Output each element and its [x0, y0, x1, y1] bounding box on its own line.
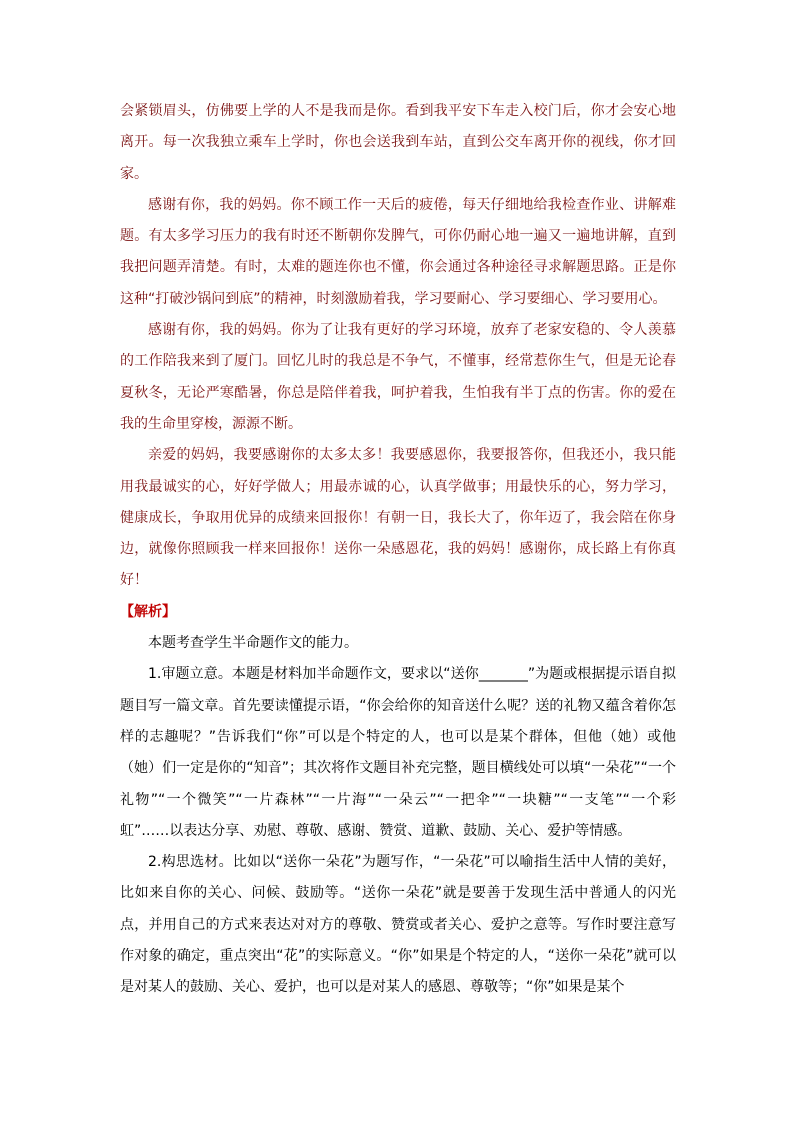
essay-paragraph-4: 亲爱的妈妈，我要感谢你的太多太多！我要感恩你，我要报答你，但我还小，我只能用我最诚实的心，好好学做人；用最赤诚的心，认真学做事；用最快乐的心，努力学习，健康成长，争取用优异的成绩来回报你！有朝一日，我长大了，你年迈了，我会陪在你身边，就像你照顾我一样来回报你！送你一朵感恩花，我的妈妈！感谢你，成长路上有你真好！ — [120, 447, 676, 589]
analysis-paragraph-1: 本题考查学生半命题作文的能力。 — [148, 635, 358, 652]
essay-section — [120, 96, 676, 597]
essay-paragraph-1: 会紧锁眉头，仿佛要上学的人不是我而是你。看到我平安下车走入校门后，你才会安心地离开。每一次我独立乘车上学时，你也会送我到车站，直到公交车离开你的视线，你才回家。 — [120, 103, 676, 182]
analysis-section — [120, 628, 676, 1004]
analysis-label: 【解析】 — [120, 603, 176, 620]
essay-paragraph-2: 感谢有你，我的妈妈。你不顾工作一天后的疲倦，每天仔细地给我检查作业、讲解难题。有太多学习压力的我有时还不断朝你发脾气，可你仍耐心地一遍又一遍地讲解，直到我把问题弄清楚。有时，太难的题连你也不懂，你会通过各种途径寻求解题思路。正是你这种“打破沙锅问到底”的精神，时刻激励着我，学习要耐心、学习要细心、学习要用心。 — [120, 196, 676, 307]
analysis-paragraph-3: 2.构思选材。比如以“送你一朵花”为题写作，“一朵花”可以喻指生活中人情的美好，比如来自你的关心、问候、鼓励等。“送你一朵花”就是要善于发现生活中普通人的闪光点，并用自己的方式来表达对对方的尊敬、赞赏或者关心、爱护之意等。写作时要注意写作对象的确定，重点突出“花”的实际意义。“你”如果是个特定的人，“送你一朵花”就可以是对某人的鼓励、关心、爱护，也可以是对某人的感恩、尊敬等；“你”如果是某个 — [120, 854, 676, 996]
analysis-paragraph-2: 1.审题立意。本题是材料加半命题作文，要求以“送你_______”为题或根据提示语自拟题目写一篇文章。首先要读懂提示语，“你会给你的知音送什么呢？送的礼物又蕴含着你怎样的志趣呢？”告诉我们“你”可以是个特定的人，也可以是某个群体，但他（她）或他（她）们一定是你的“知音”；其次将作文题目补充完整，题目横线处可以填“一朵花”“一个礼物”“一个微笑”“一片森林”“一片海”“一朵云”“一把伞”“一块糖”“一支笔”“一个彩虹”……以表达分享、劝慰、尊敬、感谢、赞赏、道歉、鼓励、关心、爱护等情感。 — [120, 666, 676, 839]
document-page — [120, 96, 676, 1004]
essay-paragraph-3: 感谢有你，我的妈妈。你为了让我有更好的学习环境，放弃了老家安稳的、令人羡慕的工作陪我来到了厦门。回忆儿时的我总是不争气，不懂事，经常惹你生气，但是无论春夏秋冬，无论严寒酷暑，你总是陪伴着我，呵护着我，生怕我有半丁点的伤害。你的爱在我的生命里穿梭，源源不断。 — [120, 322, 676, 432]
